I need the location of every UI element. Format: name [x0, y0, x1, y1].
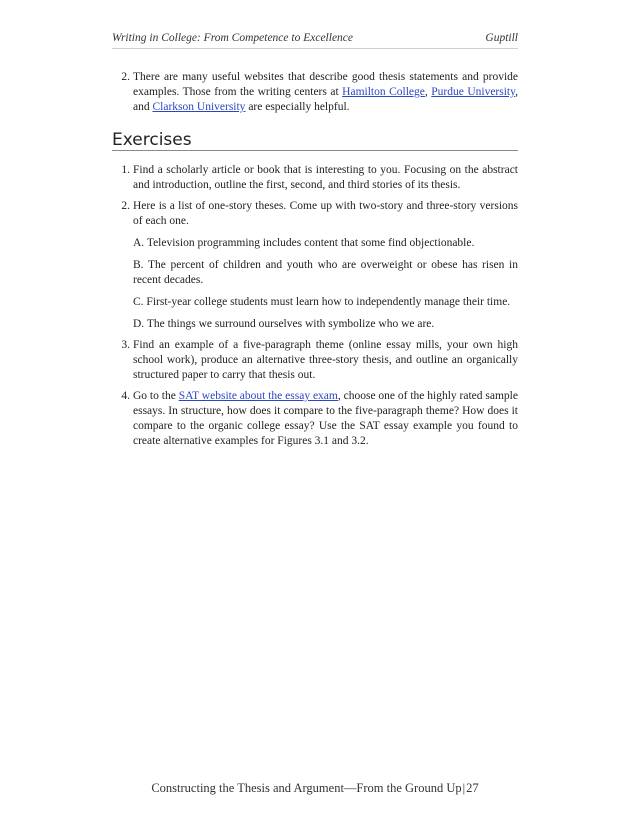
clarkson-university-link[interactable]: Clarkson University — [152, 101, 246, 113]
list-number: 3. — [121, 339, 130, 351]
footer-separator: | — [462, 781, 466, 795]
running-header — [112, 30, 518, 49]
item-text: Go to the — [133, 390, 179, 402]
thesis-option-c: C. First-year college students must learn how to independently manage their time. — [133, 296, 511, 308]
item-text: are especially helpful. — [245, 101, 350, 113]
separator-text: , and — [133, 86, 519, 113]
hamilton-college-link[interactable]: Hamilton College — [342, 86, 425, 98]
page-number: 27 — [466, 781, 479, 795]
list-number: 1. — [121, 164, 130, 176]
exercise-item-2 — [112, 199, 518, 332]
chapter-title: Constructing the Thesis and Argument—From the Ground Up — [151, 781, 462, 795]
item-text: , choose one of the highly rated sample essays. In structure, how does it compare to the five-paragraph theme? How does it compare to the organic college essay? Use the SAT essay example you found to create alternative examples for Figures 3.1 and 3.2. — [133, 390, 518, 447]
purdue-university-link[interactable]: Purdue University — [431, 86, 516, 98]
item-text: Here is a list of one-story theses. Come up with two-story and three-story versions of each one. — [133, 200, 518, 227]
item-text: There are many useful websites that describe good thesis statements and provide examples. Those from the writing centers at — [133, 71, 518, 98]
thesis-option-a: A. Television programming includes content that some find objectionable. — [133, 237, 475, 249]
item-text: Find a scholarly article or book that is interesting to you. Focusing on the abstract and introduction, outline the first, second, and third stories of its thesis. — [133, 164, 518, 191]
thesis-option-b: B. The percent of children and youth who are overweight or obese has risen in recent decades. — [133, 259, 518, 286]
author-name: Guptill — [485, 32, 518, 44]
page-content — [112, 70, 518, 455]
resource-list-item — [112, 70, 518, 115]
list-number: 4. — [121, 390, 130, 402]
sat-essay-link[interactable]: SAT website about the essay exam — [178, 390, 338, 402]
thesis-option-d: D. The things we surround ourselves with symbolize who we are. — [133, 318, 435, 330]
exercise-item-4 — [112, 389, 518, 449]
exercise-item-1 — [112, 163, 518, 193]
exercises-list — [112, 163, 518, 449]
list-number: 2. — [121, 200, 130, 212]
item-text: Find an example of a five-paragraph theme (online essay mills, your own high school work), produce an alternative three-story thesis, and outline an organically structured paper to carry that thesis out. — [133, 339, 518, 381]
book-title: Writing in College: From Competence to Excellence — [112, 32, 354, 44]
page-footer — [0, 781, 630, 796]
exercise-item-3 — [112, 338, 518, 383]
exercises-heading: Exercises — [112, 133, 518, 151]
list-number: 2. — [121, 71, 130, 83]
separator-text: , — [424, 86, 432, 98]
